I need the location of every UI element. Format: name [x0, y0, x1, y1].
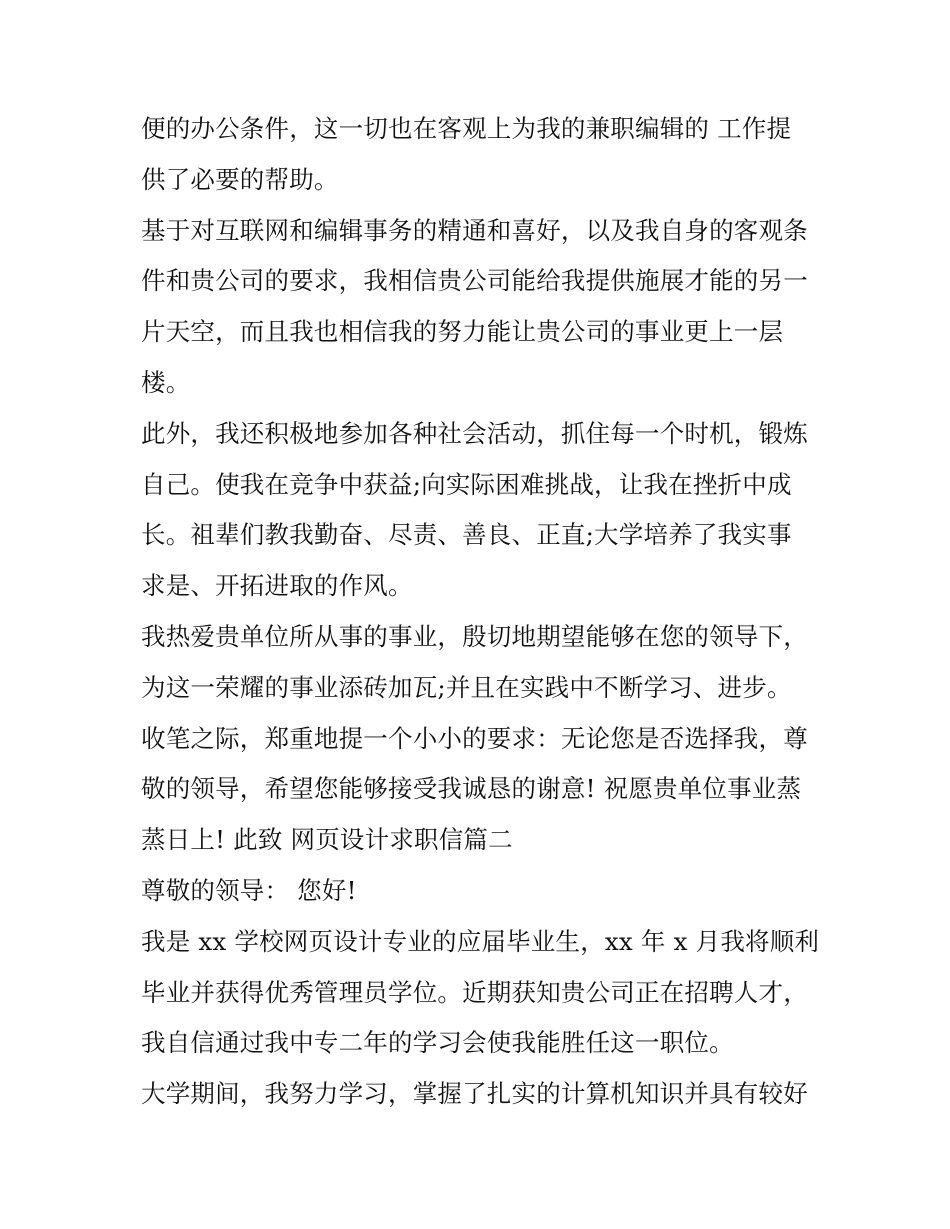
- text-line: 我热爱贵单位所从事的事业，殷切地期望能够在您的领导下，: [141, 621, 808, 651]
- salutation-line: 尊敬的领导： 您好!: [141, 875, 357, 905]
- text-line: 我自信通过我中专二年的学习会使我能胜任这一职位。: [141, 1028, 734, 1058]
- text-line: 楼。: [141, 367, 191, 397]
- text-line: 大学期间，我努力学习，掌握了扎实的计算机知识并具有较好: [141, 1079, 808, 1109]
- text-line: 片天空，而且我也相信我的努力能让贵公司的事业更上一层: [141, 317, 784, 347]
- text-line: 收笔之际，郑重地提一个小小的要求：无论您是否选择我，尊: [141, 723, 808, 753]
- text-line: 此外，我还积极地参加各种社会活动，抓住每一个时机，锻炼: [141, 418, 808, 448]
- text-line: 长。祖辈们教我勤奋、尽责、善良、正直;大学培养了我实事: [141, 520, 792, 550]
- text-line: 毕业并获得优秀管理员学位。近期获知贵公司正在招聘人才，: [141, 977, 808, 1007]
- text-line: 自己。使我在竞争中获益;向实际困难挑战，让我在挫折中成: [141, 469, 792, 499]
- text-line: 便的办公条件，这一切也在客观上为我的兼职编辑的 工作提: [141, 114, 792, 143]
- text-line: 求是、开拓进取的作风。: [141, 571, 413, 601]
- document-body: [141, 104, 821, 1120]
- text-line: 敬的领导，希望您能够接受我诚恳的谢意! 祝愿贵单位事业蒸: [141, 774, 802, 804]
- text-line: 为这一荣耀的事业添砖加瓦;并且在实践中不断学习、进步。: [141, 672, 792, 702]
- text-line: 基于对互联网和编辑事务的精通和喜好，以及我自身的客观条: [141, 215, 808, 245]
- text-line: 我是 xx 学校网页设计专业的应届毕业生，xx 年 x 月我将顺利: [141, 926, 820, 956]
- text-line: 件和贵公司的要求，我相信贵公司能给我提供施展才能的另一: [141, 266, 808, 296]
- text-line: 蒸日上! 此致 网页设计求职信篇二: [141, 825, 513, 855]
- text-line: 供了必要的帮助。: [141, 164, 339, 194]
